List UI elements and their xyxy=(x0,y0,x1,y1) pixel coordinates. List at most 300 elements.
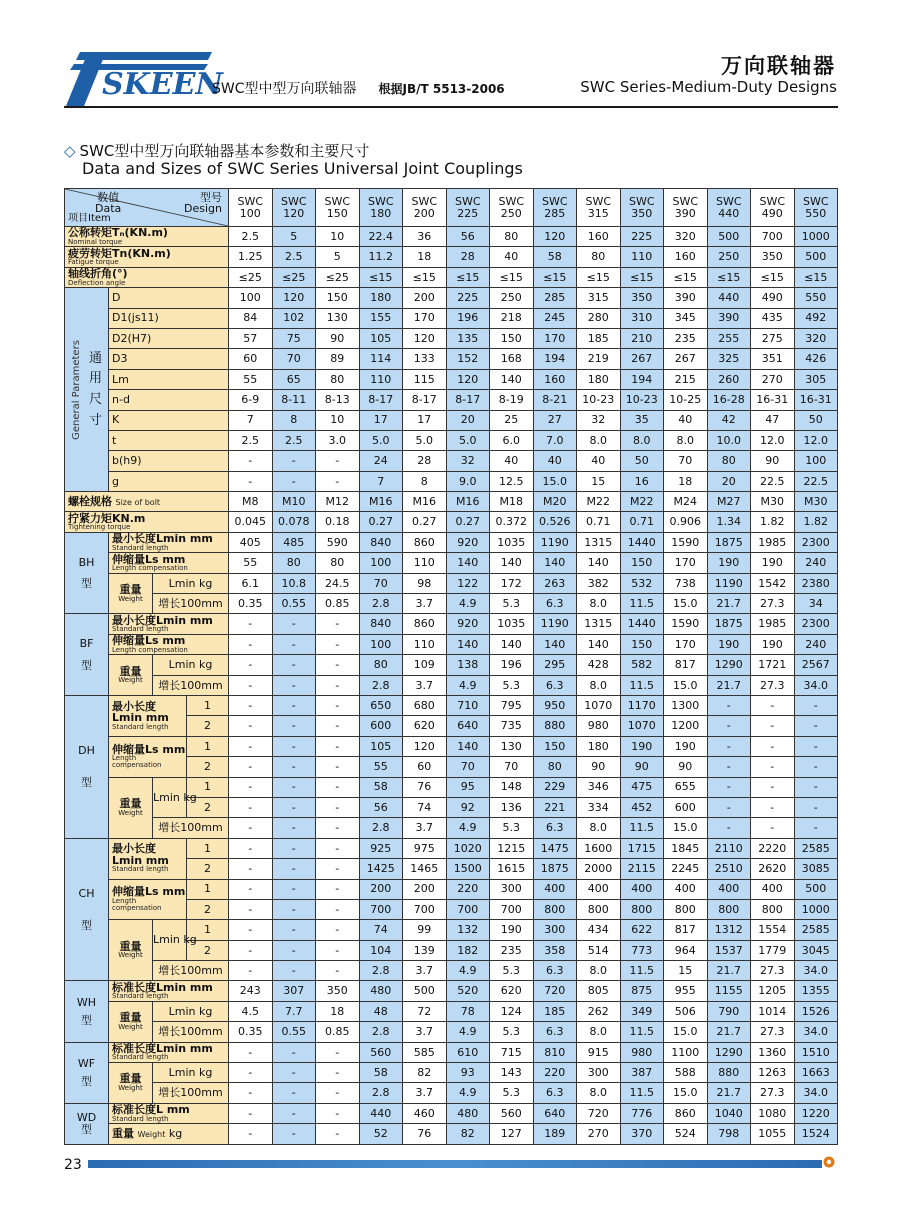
value-cell: 11.5 xyxy=(620,1022,664,1042)
value-cell: 27.3 xyxy=(751,961,795,981)
value-cell: 700 xyxy=(751,227,795,247)
value-cell: 400 xyxy=(620,879,664,899)
value-cell: - xyxy=(751,777,795,797)
value-cell: - xyxy=(272,451,316,471)
value-cell: 1715 xyxy=(620,838,664,858)
value-cell: 1355 xyxy=(794,981,838,1001)
weight-label: 重量 Weight xyxy=(109,655,153,696)
value-cell: 1.34 xyxy=(707,512,751,532)
value-cell: 346 xyxy=(577,777,621,797)
value-cell: 1.25 xyxy=(229,247,273,267)
value-cell: 262 xyxy=(577,1001,621,1021)
model-header: SWC 390 xyxy=(664,189,708,227)
value-cell: 798 xyxy=(707,1124,751,1144)
value-cell: - xyxy=(316,471,360,491)
variant-index: 2 xyxy=(187,716,229,736)
value-cell: 1000 xyxy=(794,227,838,247)
value-cell: 700 xyxy=(403,899,447,919)
value-cell: 180 xyxy=(577,369,621,389)
value-cell: 6.1 xyxy=(229,573,273,593)
value-cell: ≤15 xyxy=(359,267,403,287)
value-cell: 285 xyxy=(533,288,577,308)
value-cell: 34.0 xyxy=(794,675,838,695)
value-cell: 220 xyxy=(446,879,490,899)
value-cell: 405 xyxy=(229,532,273,552)
value-cell: 440 xyxy=(359,1103,403,1123)
value-cell: 10-23 xyxy=(620,390,664,410)
value-cell: 229 xyxy=(533,777,577,797)
value-cell: - xyxy=(272,736,316,756)
value-cell: 800 xyxy=(707,899,751,919)
value-cell: 295 xyxy=(533,655,577,675)
value-cell: 32 xyxy=(577,410,621,430)
model-header: SWC 180 xyxy=(359,189,403,227)
value-cell: 15.0 xyxy=(664,1022,708,1042)
value-cell: 80 xyxy=(707,451,751,471)
value-cell: 980 xyxy=(620,1042,664,1062)
value-cell: - xyxy=(316,716,360,736)
value-cell: 16-31 xyxy=(794,390,838,410)
value-cell: 190 xyxy=(751,553,795,573)
value-cell: 428 xyxy=(577,655,621,675)
value-cell: 490 xyxy=(751,288,795,308)
value-cell: ≤15 xyxy=(707,267,751,287)
value-cell: 500 xyxy=(403,981,447,1001)
value-cell: 11.5 xyxy=(620,818,664,838)
value-cell: 8.0 xyxy=(577,675,621,695)
param-symbol: K xyxy=(109,410,229,430)
bh-type-label: BH 型 xyxy=(65,532,109,614)
value-cell: 170 xyxy=(533,328,577,348)
value-cell: 3085 xyxy=(794,859,838,879)
value-cell: 1215 xyxy=(490,838,534,858)
value-cell: 15.0 xyxy=(664,1083,708,1103)
value-cell: 90 xyxy=(316,328,360,348)
value-cell: 390 xyxy=(664,288,708,308)
value-cell: 196 xyxy=(446,308,490,328)
value-cell: 2.5 xyxy=(229,430,273,450)
param-symbol: t xyxy=(109,430,229,450)
general-parameters-group: General Parameters 通 用 尺 寸 xyxy=(65,288,109,492)
value-cell: 8.0 xyxy=(577,1083,621,1103)
param-symbol: D3 xyxy=(109,349,229,369)
param-label: 疲劳转矩Tn(KN.m) Fatigue torque xyxy=(65,247,229,267)
value-cell: 132 xyxy=(446,920,490,940)
value-cell: 110 xyxy=(359,369,403,389)
lmin-kg-label: Lmin kg xyxy=(153,920,187,961)
value-cell: 21.7 xyxy=(707,594,751,614)
value-cell: 240 xyxy=(794,634,838,654)
value-cell: 40 xyxy=(664,410,708,430)
value-cell: 275 xyxy=(751,328,795,348)
value-cell: 1190 xyxy=(533,532,577,552)
value-cell: 200 xyxy=(359,879,403,899)
value-cell: 0.71 xyxy=(577,512,621,532)
value-cell: 140 xyxy=(533,634,577,654)
increment-label: 增长100mm xyxy=(153,675,229,695)
value-cell: 8-21 xyxy=(533,390,577,410)
value-cell: 460 xyxy=(403,1103,447,1123)
value-cell: 4.9 xyxy=(446,818,490,838)
value-cell: 8.0 xyxy=(577,1022,621,1042)
value-cell: 6.3 xyxy=(533,675,577,695)
value-cell: ≤15 xyxy=(490,267,534,287)
value-cell: 100 xyxy=(229,288,273,308)
value-cell: 2585 xyxy=(794,838,838,858)
value-cell: 8.0 xyxy=(577,430,621,450)
value-cell: 20 xyxy=(707,471,751,491)
value-cell: - xyxy=(751,757,795,777)
param-label: 伸缩量Ls mm Length compensation xyxy=(109,553,229,573)
value-cell: 140 xyxy=(490,553,534,573)
value-cell: M22 xyxy=(620,492,664,512)
value-cell: 1190 xyxy=(707,573,751,593)
value-cell: 1875 xyxy=(707,614,751,634)
value-cell: - xyxy=(229,940,273,960)
value-cell: - xyxy=(272,777,316,797)
value-cell: 5 xyxy=(272,227,316,247)
value-cell: 21.7 xyxy=(707,961,751,981)
value-cell: 99 xyxy=(403,920,447,940)
value-cell: 0.35 xyxy=(229,1022,273,1042)
header-subtitle xyxy=(212,78,837,98)
value-cell: 500 xyxy=(707,227,751,247)
value-cell: 84 xyxy=(229,308,273,328)
value-cell: 1600 xyxy=(577,838,621,858)
footer-bar xyxy=(88,1160,822,1168)
value-cell: 620 xyxy=(490,981,534,1001)
variant-index: 2 xyxy=(187,757,229,777)
value-cell: 27.3 xyxy=(751,675,795,695)
value-cell: - xyxy=(751,736,795,756)
value-cell: - xyxy=(316,1083,360,1103)
value-cell: 12.0 xyxy=(794,430,838,450)
value-cell: 840 xyxy=(359,614,403,634)
value-cell: - xyxy=(272,859,316,879)
value-cell: 27 xyxy=(533,410,577,430)
value-cell: 5.3 xyxy=(490,818,534,838)
value-cell: 532 xyxy=(620,573,664,593)
value-cell: 475 xyxy=(620,777,664,797)
value-cell: 1721 xyxy=(751,655,795,675)
value-cell: 1315 xyxy=(577,614,621,634)
value-cell: 2380 xyxy=(794,573,838,593)
value-cell: 115 xyxy=(403,369,447,389)
weight-label: 重量 Weight xyxy=(109,1001,153,1042)
value-cell: 70 xyxy=(359,573,403,593)
value-cell: 140 xyxy=(490,369,534,389)
value-cell: 5.3 xyxy=(490,1083,534,1103)
value-cell: - xyxy=(229,716,273,736)
value-cell: - xyxy=(229,961,273,981)
value-cell: 140 xyxy=(533,553,577,573)
param-symbol: D1(js11) xyxy=(109,308,229,328)
value-cell: 320 xyxy=(664,227,708,247)
value-cell: 18 xyxy=(664,471,708,491)
value-cell: - xyxy=(229,1124,273,1144)
value-cell: 10 xyxy=(316,410,360,430)
value-cell: - xyxy=(794,777,838,797)
value-cell: 47 xyxy=(751,410,795,430)
value-cell: 235 xyxy=(490,940,534,960)
value-cell: 4.9 xyxy=(446,1083,490,1103)
variant-index: 2 xyxy=(187,859,229,879)
value-cell: 1205 xyxy=(751,981,795,1001)
value-cell: - xyxy=(316,797,360,817)
value-cell: 720 xyxy=(533,981,577,1001)
value-cell: 1.82 xyxy=(794,512,838,532)
value-cell: 150 xyxy=(620,553,664,573)
value-cell: 82 xyxy=(446,1124,490,1144)
value-cell: 90 xyxy=(664,757,708,777)
value-cell: 180 xyxy=(577,736,621,756)
value-cell: 560 xyxy=(359,1042,403,1062)
value-cell: 52 xyxy=(359,1124,403,1144)
value-cell: 15.0 xyxy=(533,471,577,491)
value-cell: 620 xyxy=(403,716,447,736)
value-cell: 370 xyxy=(620,1124,664,1144)
value-cell: M8 xyxy=(229,492,273,512)
value-cell: 270 xyxy=(751,369,795,389)
value-cell: - xyxy=(229,451,273,471)
value-cell: 95 xyxy=(446,777,490,797)
value-cell: - xyxy=(272,695,316,715)
param-label: 拧紧力矩KN.m Tightening torque xyxy=(65,512,229,532)
value-cell: 127 xyxy=(490,1124,534,1144)
value-cell: 2.8 xyxy=(359,961,403,981)
value-cell: 11.5 xyxy=(620,961,664,981)
variant-index: 1 xyxy=(187,695,229,715)
value-cell: - xyxy=(272,716,316,736)
value-cell: ≤15 xyxy=(664,267,708,287)
value-cell: 194 xyxy=(533,349,577,369)
value-cell: 80 xyxy=(533,757,577,777)
value-cell: 5.3 xyxy=(490,594,534,614)
value-cell: 1200 xyxy=(664,716,708,736)
value-cell: - xyxy=(316,634,360,654)
value-cell: 250 xyxy=(490,288,534,308)
section-title-cn: ◇ SWC型中型万向联轴器基本参数和主要尺寸 xyxy=(64,142,370,160)
value-cell: 6.3 xyxy=(533,818,577,838)
dh-type-label: DH 型 xyxy=(65,695,109,838)
value-cell: - xyxy=(272,899,316,919)
value-cell: 114 xyxy=(359,349,403,369)
value-cell: 1845 xyxy=(664,838,708,858)
value-cell: - xyxy=(316,1103,360,1123)
value-cell: - xyxy=(272,757,316,777)
param-label: 伸缩量Ls mm Length compensation xyxy=(109,634,229,654)
value-cell: 800 xyxy=(577,899,621,919)
value-cell: - xyxy=(272,675,316,695)
value-cell: 8-19 xyxy=(490,390,534,410)
value-cell: 1590 xyxy=(664,532,708,552)
value-cell: 15.0 xyxy=(664,818,708,838)
value-cell: 10 xyxy=(316,227,360,247)
variant-index: 2 xyxy=(187,899,229,919)
value-cell: 20 xyxy=(446,410,490,430)
value-cell: 334 xyxy=(577,797,621,817)
value-cell: - xyxy=(316,757,360,777)
value-cell: 980 xyxy=(577,716,621,736)
param-label: 最小长度Lmin mm Standard length xyxy=(109,695,187,736)
value-cell: 235 xyxy=(664,328,708,348)
value-cell: 3.7 xyxy=(403,594,447,614)
value-cell: 34.0 xyxy=(794,1083,838,1103)
value-cell: 70 xyxy=(490,757,534,777)
value-cell: 738 xyxy=(664,573,708,593)
value-cell: 773 xyxy=(620,940,664,960)
value-cell: 1035 xyxy=(490,532,534,552)
value-cell: 80 xyxy=(359,655,403,675)
value-cell: 190 xyxy=(620,736,664,756)
variant-index: 2 xyxy=(187,797,229,817)
increment-label: 增长100mm xyxy=(153,594,229,614)
value-cell: 110 xyxy=(403,553,447,573)
value-cell: 0.18 xyxy=(316,512,360,532)
value-cell: 1.82 xyxy=(751,512,795,532)
value-cell: - xyxy=(272,920,316,940)
value-cell: 50 xyxy=(620,451,664,471)
value-cell: M16 xyxy=(403,492,447,512)
value-cell: 1465 xyxy=(403,859,447,879)
value-cell: - xyxy=(272,797,316,817)
value-cell: 590 xyxy=(316,532,360,552)
value-cell: 1779 xyxy=(751,940,795,960)
value-cell: 245 xyxy=(533,308,577,328)
value-cell: 0.526 xyxy=(533,512,577,532)
value-cell: 400 xyxy=(664,879,708,899)
value-cell: - xyxy=(272,1103,316,1123)
model-header: SWC 350 xyxy=(620,189,664,227)
value-cell: 735 xyxy=(490,716,534,736)
value-cell: 1315 xyxy=(577,532,621,552)
value-cell: 21.7 xyxy=(707,675,751,695)
increment-label: 增长100mm xyxy=(153,1022,229,1042)
lmin-kg-label: Lmin kg xyxy=(153,655,229,675)
value-cell: 135 xyxy=(446,328,490,348)
value-cell: 506 xyxy=(664,1001,708,1021)
value-cell: 140 xyxy=(490,634,534,654)
value-cell: 25 xyxy=(490,410,534,430)
value-cell: 350 xyxy=(751,247,795,267)
value-cell: 915 xyxy=(577,1042,621,1062)
value-cell: 1542 xyxy=(751,573,795,593)
value-cell: 349 xyxy=(620,1001,664,1021)
logo-text: SKEEN xyxy=(102,67,223,102)
value-cell: 1510 xyxy=(794,1042,838,1062)
value-cell: 56 xyxy=(359,797,403,817)
variant-index: 1 xyxy=(187,879,229,899)
value-cell: 219 xyxy=(577,349,621,369)
value-cell: 150 xyxy=(316,288,360,308)
value-cell: 60 xyxy=(229,349,273,369)
value-cell: 1035 xyxy=(490,614,534,634)
value-cell: 817 xyxy=(664,920,708,940)
value-cell: - xyxy=(229,471,273,491)
value-cell: 434 xyxy=(577,920,621,940)
value-cell: 1040 xyxy=(707,1103,751,1123)
value-cell: 98 xyxy=(403,573,447,593)
value-cell: 6.3 xyxy=(533,961,577,981)
value-cell: 80 xyxy=(577,247,621,267)
value-cell: 1100 xyxy=(664,1042,708,1062)
value-cell: 810 xyxy=(533,1042,577,1062)
value-cell: - xyxy=(272,1124,316,1144)
value-cell: 160 xyxy=(664,247,708,267)
value-cell: 1014 xyxy=(751,1001,795,1021)
value-cell: - xyxy=(229,838,273,858)
value-cell: 22.5 xyxy=(794,471,838,491)
value-cell: 560 xyxy=(490,1103,534,1123)
value-cell: - xyxy=(229,879,273,899)
value-cell: 210 xyxy=(620,328,664,348)
model-header: SWC 550 xyxy=(794,189,838,227)
value-cell: 160 xyxy=(533,369,577,389)
value-cell: 243 xyxy=(229,981,273,1001)
value-cell: 307 xyxy=(272,981,316,1001)
value-cell: ≤15 xyxy=(620,267,664,287)
value-cell: - xyxy=(707,695,751,715)
value-cell: 1985 xyxy=(751,532,795,552)
value-cell: 267 xyxy=(620,349,664,369)
value-cell: 40 xyxy=(533,451,577,471)
value-cell: - xyxy=(229,899,273,919)
value-cell: 11.2 xyxy=(359,247,403,267)
value-cell: ≤15 xyxy=(533,267,577,287)
value-cell: 860 xyxy=(403,532,447,552)
value-cell: 4.9 xyxy=(446,594,490,614)
value-cell: 0.35 xyxy=(229,594,273,614)
value-cell: 17 xyxy=(403,410,447,430)
value-cell: 4.9 xyxy=(446,1022,490,1042)
value-cell: 270 xyxy=(577,1124,621,1144)
value-cell: 185 xyxy=(533,1001,577,1021)
model-header: SWC 150 xyxy=(316,189,360,227)
value-cell: 7 xyxy=(359,471,403,491)
value-cell: 36 xyxy=(403,227,447,247)
value-cell: 155 xyxy=(359,308,403,328)
value-cell: 34.0 xyxy=(794,961,838,981)
value-cell: 492 xyxy=(794,308,838,328)
value-cell: 975 xyxy=(403,838,447,858)
value-cell: 1537 xyxy=(707,940,751,960)
value-cell: 160 xyxy=(577,227,621,247)
model-header: SWC 200 xyxy=(403,189,447,227)
value-cell: 15 xyxy=(664,961,708,981)
value-cell: 104 xyxy=(359,940,403,960)
value-cell: 817 xyxy=(664,655,708,675)
value-cell: 17 xyxy=(359,410,403,430)
value-cell: 172 xyxy=(490,573,534,593)
value-cell: 5.3 xyxy=(490,961,534,981)
value-cell: 2585 xyxy=(794,920,838,940)
param-symbol: n-d xyxy=(109,390,229,410)
value-cell: - xyxy=(272,1063,316,1083)
value-cell: 21.7 xyxy=(707,1022,751,1042)
value-cell: 300 xyxy=(490,879,534,899)
value-cell: 133 xyxy=(403,349,447,369)
param-label: 最小长度Lmin mm Standard length xyxy=(109,532,229,552)
value-cell: 520 xyxy=(446,981,490,1001)
value-cell: 109 xyxy=(403,655,447,675)
value-cell: 140 xyxy=(446,736,490,756)
value-cell: 225 xyxy=(620,227,664,247)
value-cell: 10.8 xyxy=(272,573,316,593)
value-cell: 0.27 xyxy=(359,512,403,532)
value-cell: 480 xyxy=(446,1103,490,1123)
value-cell: - xyxy=(316,1042,360,1062)
value-cell: - xyxy=(316,695,360,715)
